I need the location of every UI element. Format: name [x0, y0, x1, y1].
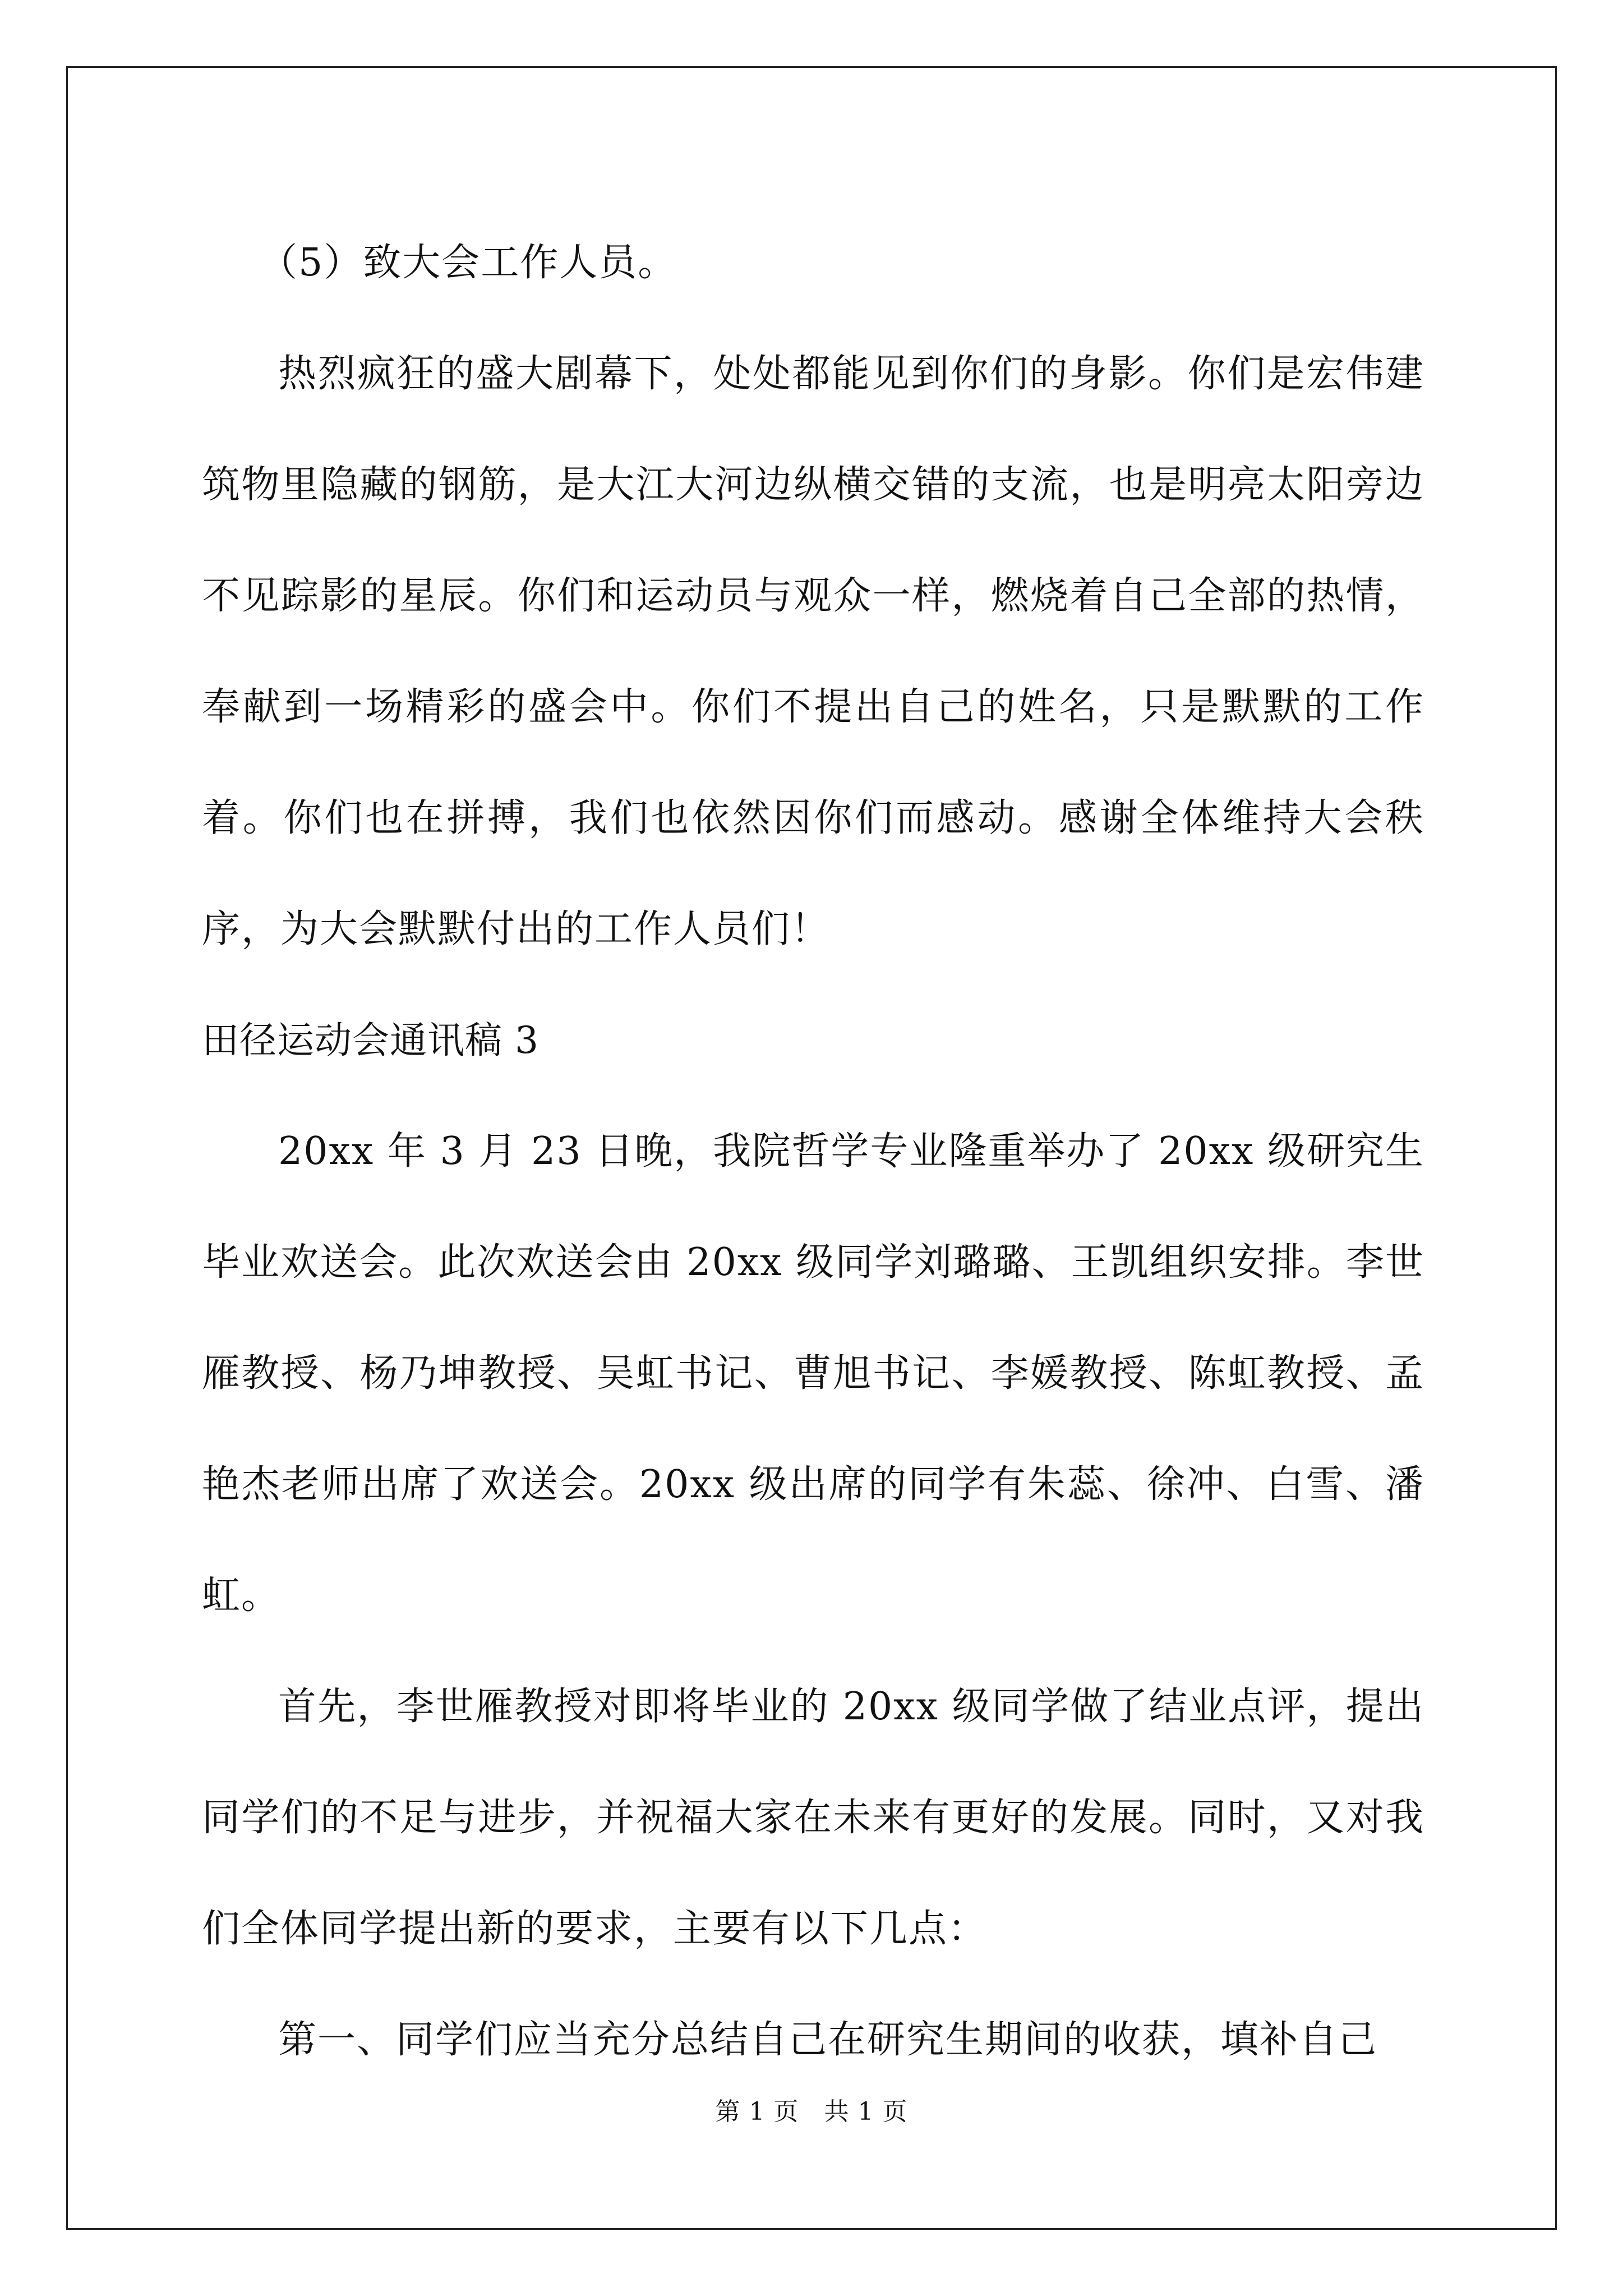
list-item-paragraph: （5）致大会工作人员。 — [259, 241, 677, 285]
page-number-footer: 第 1 页 共 1 页 — [715, 2097, 908, 2126]
body-paragraph: 第一、同学们应当充分总结自己在研究生期间的收获，填补自己 — [278, 2018, 1378, 2062]
body-paragraph: 首先，李世雁教授对即将毕业的 20xx 级同学做了结业点评，提出同学们的不足与进步，并祝福大家在未来有更好的发展。同时，又对我们全体同学提出新的要求，主要有以下几点： — [202, 1685, 1424, 1951]
document-body — [202, 208, 1424, 2096]
section-heading: 田径运动会通讯稿 3 — [202, 1019, 539, 1062]
body-paragraph: 20xx 年 3 月 23 日晚，我院哲学专业隆重举办了 20xx 级研究生毕业欢送会。此次欢送会由 20xx 级同学刘璐璐、王凯组织安排。李世雁教授、杨乃坤教授、吴虹书记、曹旭书记、李媛教授、陈虹教授、孟艳杰老师出席了欢送会。20xx 级出席的同学有朱蕊、徐冲、白雪、潘虹。 — [202, 1129, 1424, 1618]
body-paragraph: 热烈疯狂的盛大剧幕下，处处都能见到你们的身影。你们是宏伟建筑物里隐藏的钢筋，是大江大河边纵横交错的支流，也是明亮太阳旁边不见踪影的星辰。你们和运动员与观众一样，燃烧着自己全部的热情，奉献到一场精彩的盛会中。你们不提出自己的姓名，只是默默的工作着。你们也在拼搏，我们也依然因你们而感动。感谢全体维持大会秩序，为大会默默付出的工作人员们！ — [202, 352, 1424, 951]
